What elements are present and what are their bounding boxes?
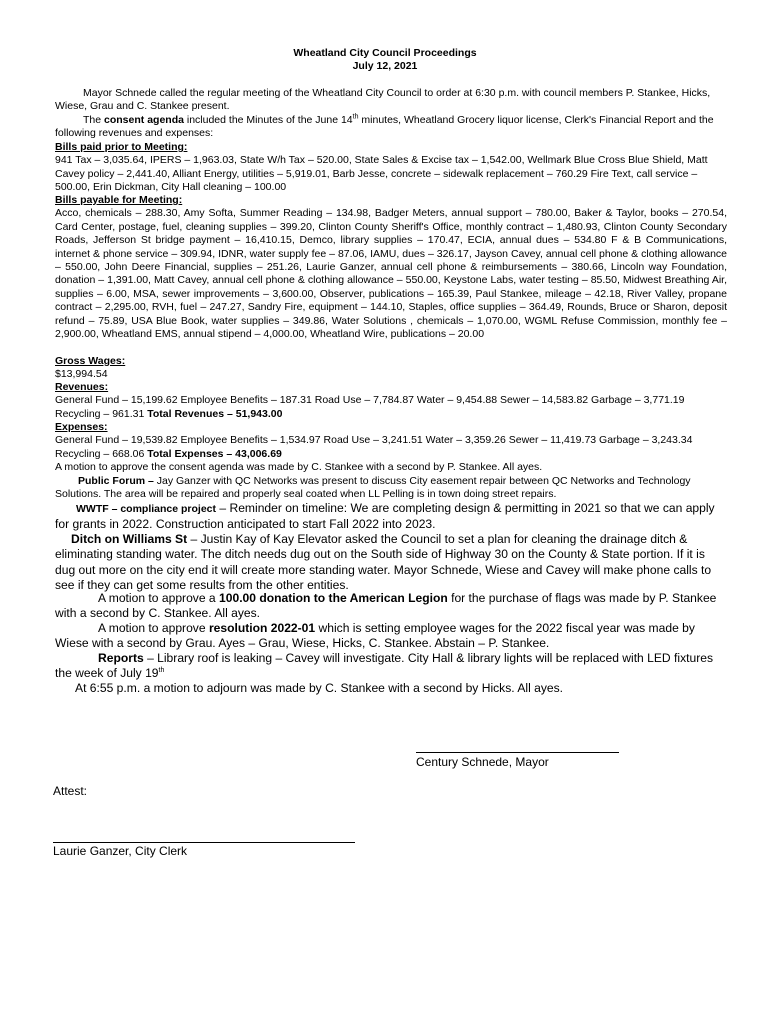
clerk-signature-label: Laurie Ganzer, City Clerk — [53, 844, 188, 858]
public-forum-paragraph: Public Forum – Jay Ganzer with QC Networks was present to discuss City easement repair between QC Networks and Technology Solutions. The area will be repaired and properly seal coated when LL Pelling is in town doing street repairs. — [55, 475, 691, 501]
call-to-order-paragraph: Mayor Schnede called the regular meeting of the Wheatland City Council to order at 6:30 p.m. with council members P. Stankee, Hicks, Wiese, Grau and C. Stankee present. — [55, 87, 711, 113]
adjourn-paragraph: At 6:55 p.m. a motion to adjourn was made by C. Stankee with a second by Hicks. All ayes. — [75, 681, 564, 695]
ditch-paragraph: Ditch on Williams St – Justin Kay of Kay Elevator asked the Council to set a plan for cleaning the drainage ditch & eliminating standing water. The ditch needs dug out on the South side of Highway 30 on the County & State portion. If it is dug out more on the city end it will create more standing water. Mayor Schnede, Wiese and Cavey will make phone calls to see if they can get some results from the other entities. — [55, 532, 712, 593]
revenues-heading: Revenues: — [55, 381, 109, 393]
bills-payable-text: Acco, chemicals – 288.30, Amy Softa, Summer Reading – 134.98, Badger Meters, annual support – 780.00, Baker & Taylor, books – 270.54, Card Center, postage, fuel, cleaning supplies – 399.20, Clinton County Sheriff's Office, monthly contract – 1,480.93, Clinton County Secondary Roads, Jefferson St bridge payment – 16,410.15, Demco, library supplies – 170.47, ECIA, annual dues – 534.80 F & B Communications, internet & phone service – 309.94, IDNR, water supply fee – 87.06, IAMU, dues – 326.17, Jayson Cavey, annual cell phone & clothing allowance – 550.00, John Deere Financial, supplies – 251.26, Laurie Ganzer, annual cell phone & reimbursements – 380.66, Lincoln way Foundation, donation – 1,391.00, Matt Cavey, annual cell phone & clothing allowance – 550.00, Keystone Labs, water testing – 85.50, Midwest Breathing Air, supplies – 6.00, MSA, sewer improvements – 3,600.00, Observer, publications – 165.39, Paul Stankee, mileage – 42.18, River Valley, propane contract – 2,295.00, RVH, fuel – 247.27, Sandry Fire, equipment – 144.10, Staples, office supplies – 364.49, Rounds, Bruce or Sharon, deposit refund – 75.89, USA Blue Book, water supplies – 349.86, Water Solutions , chemicals – 1,070.00, WGML Refuse Commission, monthly fee – 2,900.00, Wheatland EMS, annual stipend – 4,000.00, Wheatland Wire, publications – 20.00 — [55, 207, 727, 341]
revenues-total: Total Revenues – 51,943.00 — [147, 407, 283, 420]
consent-agenda-paragraph: The consent agenda included the Minutes of the June 14th minutes, Wheatland Grocery liquor license, Clerk's Financial Report and the following revenues and expenses: — [55, 113, 714, 140]
reports-paragraph: Reports – Library roof is leaking – Cavey will investigate. City Hall & library lights will be replaced with LED fixtures the week of July 19th — [55, 651, 714, 681]
bills-prior-text: 941 Tax – 3,035.64, IPERS – 1,963.03, State W/h Tax – 520.00, State Sales & Excise tax – 1,542.00, Wellmark Blue Cross Blue Shield, Matt Cavey policy – 2,441.40, Alliant Energy, utilities – 5,919.01, Barb Jesse, concrete – sidewalk replacement – 760.29 Fire Text, call service – 500.00, Erin Dickman, City Hall cleaning – 100.00 — [55, 154, 708, 194]
bills-payable-section — [55, 194, 727, 341]
expenses-text: General Fund – 19,539.82 Employee Benefits – 1,534.97 Road Use – 3,241.51 Water – 3,359.26 Sewer – 11,419.73 Garbage – 3,243.34 Recycling – 668.06 — [55, 434, 693, 460]
bills-prior-heading: Bills paid prior to Meeting: — [55, 141, 188, 153]
clerk-signature-line — [53, 842, 355, 843]
mayor-signature-label: Century Schnede, Mayor — [416, 755, 549, 769]
attest-label: Attest: — [53, 784, 88, 798]
gross-wages-value: $13,994.54 — [55, 368, 108, 381]
expenses-total: Total Expenses – 43,006.69 — [147, 447, 282, 460]
resolution-motion-paragraph: A motion to approve resolution 2022-01 which is setting employee wages for the 2022 fiscal year was made by Wiese with a second by Grau. Ayes – Grau, Wiese, Hicks, C. Stankee. Abstain – P. Stankee. — [55, 621, 695, 651]
expenses-heading: Expenses: — [55, 421, 108, 433]
bills-payable-heading: Bills payable for Meeting: — [55, 194, 183, 206]
consent-motion-paragraph: A motion to approve the consent agenda was made by C. Stankee with a second by P. Stankee. All ayes. — [55, 461, 543, 473]
wwtf-paragraph: WWTF – compliance project – Reminder on timeline: We are completing design & permitting in 2021 so that we can apply for grants in 2022. Construction anticipated to start Fall 2022 into 2023. — [55, 501, 715, 532]
mayor-signature-line — [416, 752, 619, 753]
donation-motion-paragraph: A motion to approve a 100.00 donation to the American Legion for the purchase of flags was made by P. Stankee with a second by C. Stankee. All ayes. — [55, 591, 717, 621]
revenues-section — [55, 381, 727, 421]
document-date: July 12, 2021 — [352, 60, 418, 72]
gross-wages-heading: Gross Wages: — [55, 355, 126, 367]
document-title: Wheatland City Council Proceedings — [293, 47, 477, 59]
revenues-text: General Fund – 15,199.62 Employee Benefits – 187.31 Road Use – 7,784.87 Water – 9,454.88 Sewer – 14,583.82 Garbage – 3,771.19 Recycling – 961.31 — [55, 394, 685, 420]
gross-wages-section — [55, 355, 727, 382]
expenses-section — [55, 421, 727, 461]
bills-prior-section — [55, 141, 727, 195]
